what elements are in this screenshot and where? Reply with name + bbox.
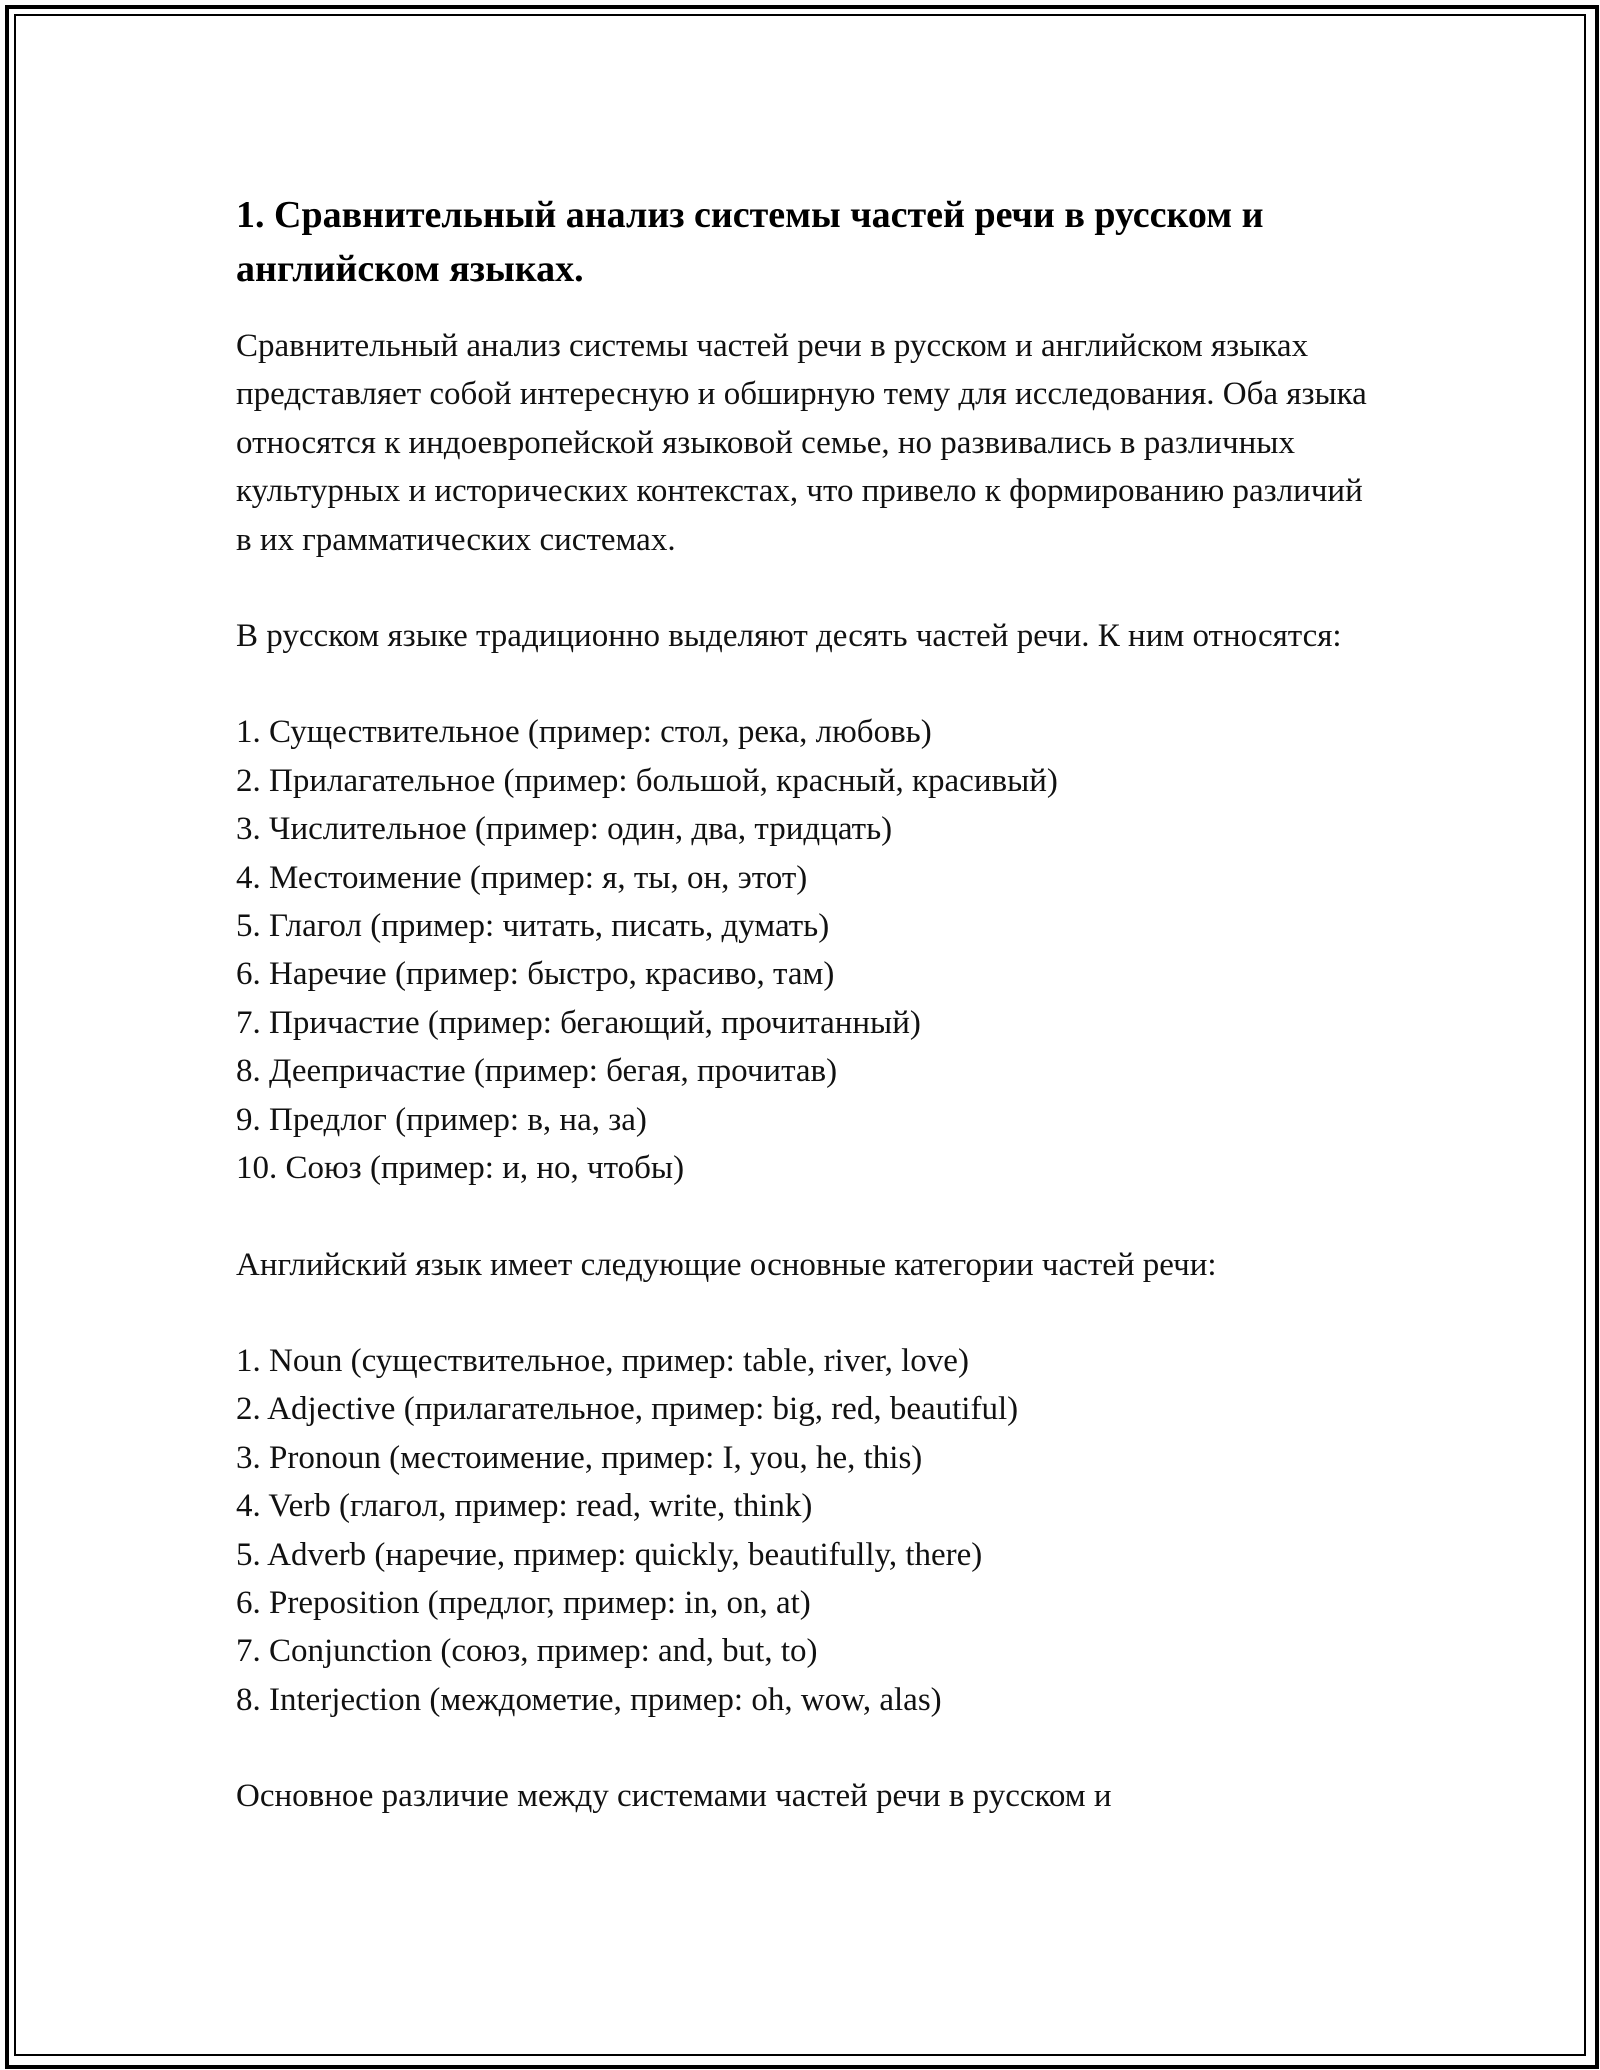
russian-lead-paragraph: В русском языке традиционно выделяют десять частей речи. К ним относятся: [236, 618, 1342, 655]
list-item: 5. Глагол (пример: читать, писать, думать) [236, 908, 830, 945]
list-item: 8. Interjection (междометие, пример: oh, wow, alas) [236, 1681, 942, 1718]
list-item: 1. Существительное (пример: стол, река, любовь) [236, 714, 932, 751]
list-item: 7. Conjunction (союз, пример: and, but, to) [236, 1633, 818, 1670]
intro-paragraph: Сравнительный анализ системы частей речи в русском и английском языках представляет собой интересную и обширную тему для исследования. Оба языка относятся к индоевропейской языковой семье, но развивались в различных культурных и исторических контекстах, что привело к формированию различий в их грамматических системах. [236, 328, 1367, 558]
list-item: 5. Adverb (наречие, пример: quickly, beautifully, there) [236, 1536, 983, 1573]
list-item: 4. Verb (глагол, пример: read, write, think) [236, 1488, 813, 1525]
list-item: 6. Наречие (пример: быстро, красиво, там) [236, 956, 835, 993]
list-item: 2. Прилагательное (пример: большой, красный, красивый) [236, 762, 1058, 799]
list-item: 10. Союз (пример: и, но, чтобы) [236, 1150, 685, 1187]
list-item: 4. Местоимение (пример: я, ты, он, этот) [236, 859, 808, 896]
section-heading: 1. Сравнительный анализ системы частей речи в русском и английском языках. [236, 194, 1264, 290]
document-body [236, 188, 1386, 1869]
closing-paragraph: Основное различие между системами частей речи в русском и [236, 1778, 1112, 1815]
english-lead-paragraph: Английский язык имеет следующие основные категории частей речи: [236, 1246, 1217, 1283]
list-item: 6. Preposition (предлог, пример: in, on, at) [236, 1584, 811, 1621]
list-item: 7. Причастие (пример: бегающий, прочитанный) [236, 1004, 921, 1041]
list-item: 3. Pronoun (местоимение, пример: I, you, he, this) [236, 1439, 923, 1476]
list-item: 1. Noun (существительное, пример: table, river, love) [236, 1342, 969, 1379]
list-item: 3. Числительное (пример: один, два, тридцать) [236, 811, 893, 848]
english-parts-list [236, 1337, 1386, 1724]
list-item: 8. Деепричастие (пример: бегая, прочитав) [236, 1053, 838, 1090]
list-item: 9. Предлог (пример: в, на, за) [236, 1101, 647, 1138]
russian-parts-list [236, 708, 1386, 1192]
list-item: 2. Adjective (прилагательное, пример: big, red, beautiful) [236, 1391, 1019, 1428]
